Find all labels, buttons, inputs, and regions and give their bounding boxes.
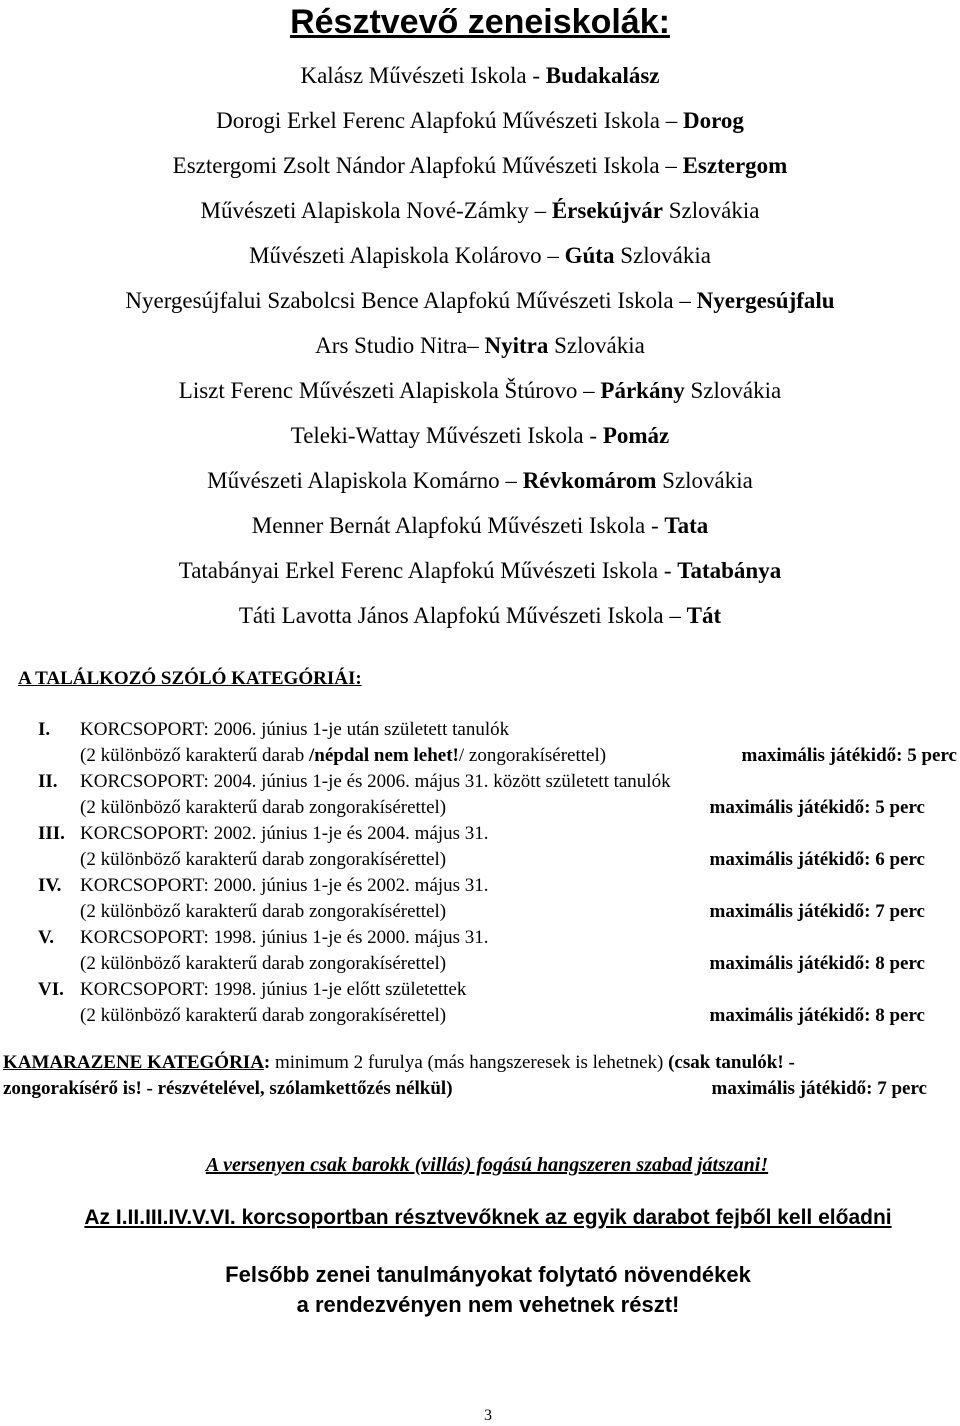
school-name: Liszt Ferenc Művészeti Alapiskola Štúrovo – xyxy=(178,378,601,403)
age-group-description: (2 különböző karakterű darab /népdal nem lehet!/ zongorakísérettel) xyxy=(80,745,607,766)
school-name: Dorogi Erkel Ferenc Alapfokú Művészeti Iskola – xyxy=(216,108,683,133)
age-group-list xyxy=(0,717,960,1029)
school-town: Gúta xyxy=(564,243,615,268)
school-town: Párkány xyxy=(600,378,685,403)
age-group-description: (2 különböző karakterű darab zongorakísérettel) xyxy=(80,797,447,818)
age-group-numeral: I. xyxy=(38,719,51,740)
school-country: Szlovákia xyxy=(614,243,711,268)
age-group-details xyxy=(0,1003,960,1029)
chamber-line-2 xyxy=(3,1076,933,1102)
chamber-category xyxy=(3,1050,933,1102)
notice-line-2: a rendezvényen nem vehetnek részt! xyxy=(296,1292,680,1317)
list-item xyxy=(0,458,960,503)
school-town: Dorog xyxy=(683,108,744,133)
age-group-header xyxy=(0,717,960,743)
age-group-time-limit: maximális játékidő: 7 perc xyxy=(709,901,925,922)
school-name: Teleki-Wattay Művészeti Iskola - xyxy=(290,423,603,448)
age-group-numeral: VI. xyxy=(38,979,64,1000)
age-group-time-limit: maximális játékidő: 8 perc xyxy=(709,1005,925,1026)
page-title: Résztvevő zeneiskolák: xyxy=(290,3,670,41)
age-group-time-limit: maximális játékidő: 6 perc xyxy=(709,849,925,870)
school-name: Művészeti Alapiskola Kolárovo – xyxy=(249,243,565,268)
age-group-header xyxy=(0,925,960,951)
list-item xyxy=(0,593,960,638)
age-group-header xyxy=(0,873,960,899)
age-group-header xyxy=(0,769,960,795)
school-town: Budakalász xyxy=(545,63,660,88)
list-item xyxy=(0,548,960,593)
notice-line-1: Felsőbb zenei tanulmányokat folytató növendékek xyxy=(225,1262,751,1287)
school-name: Kalász Művészeti Iskola - xyxy=(300,63,546,88)
list-item xyxy=(0,53,960,98)
page-number: 3 xyxy=(484,1407,492,1424)
chamber-time-limit: maximális játékidő: 7 perc xyxy=(711,1078,927,1099)
school-country: Szlovákia xyxy=(663,198,760,223)
school-town: Tata xyxy=(664,513,709,538)
age-group-time-limit: maximális játékidő: 8 perc xyxy=(709,953,925,974)
school-town: Tát xyxy=(686,603,722,628)
list-item xyxy=(0,278,960,323)
age-group-numeral: IV. xyxy=(38,875,62,896)
age-group-range: KORCSOPORT: 2004. június 1-je és 2006. május 31. között született tanulók xyxy=(80,771,671,792)
age-group-description: (2 különböző karakterű darab zongorakísérettel) xyxy=(80,953,447,974)
school-country: Szlovákia xyxy=(656,468,753,493)
age-group-numeral: II. xyxy=(38,771,58,792)
age-group-details xyxy=(0,743,960,769)
school-list xyxy=(0,53,960,638)
age-group-description: (2 különböző karakterű darab zongorakísérettel) xyxy=(80,1005,447,1026)
school-name: Művészeti Alapiskola Nové-Zámky – xyxy=(200,198,552,223)
age-group-range: KORCSOPORT: 2002. június 1-je és 2004. május 31. xyxy=(80,823,489,844)
chamber-label: KAMARAZENE KATEGÓRIA xyxy=(3,1052,264,1073)
age-group-details xyxy=(0,847,960,873)
school-town: Révkomárom xyxy=(522,468,657,493)
list-item xyxy=(0,368,960,413)
age-group-details xyxy=(0,795,960,821)
age-group-details xyxy=(0,899,960,925)
age-group-time-limit: maximális játékidő: 5 perc xyxy=(741,745,957,766)
list-item xyxy=(0,98,960,143)
age-group-description: (2 különböző karakterű darab zongorakísérettel) xyxy=(80,849,447,870)
school-name: Menner Bernát Alapfokú Művészeti Iskola - xyxy=(251,513,665,538)
school-country: Szlovákia xyxy=(548,333,645,358)
school-name: Tatabányai Erkel Ferenc Alapfokú Művészeti Iskola - xyxy=(178,558,678,583)
age-group-range: KORCSOPORT: 2000. június 1-je és 2002. május 31. xyxy=(80,875,489,896)
school-town: Esztergom xyxy=(682,153,788,178)
age-group-details xyxy=(0,951,960,977)
school-town: Pomáz xyxy=(602,423,670,448)
school-name: Ars Studio Nitra– xyxy=(315,333,485,358)
school-town: Nyergesújfalu xyxy=(696,288,835,313)
chamber-note: (csak tanulók! - xyxy=(668,1052,795,1073)
chamber-line-1: KAMARAZENE KATEGÓRIA: minimum 2 furulya (más hangszeresek is lehetnek) (csak tanulók! - xyxy=(3,1052,795,1073)
list-item xyxy=(0,413,960,458)
age-group-numeral: V. xyxy=(38,927,55,948)
school-name: Művészeti Alapiskola Komárno – xyxy=(207,468,523,493)
memory-note: Az I.II.III.IV.V.VI. korcsoportban résztvevőknek az egyik darabot fejből kell előadni xyxy=(84,1206,892,1229)
age-group-numeral: III. xyxy=(38,823,65,844)
age-group-header xyxy=(0,821,960,847)
chamber-note-cont: zongorakísérő is! - részvételével, szólamkettőzés nélkül) xyxy=(3,1078,453,1099)
list-item xyxy=(0,323,960,368)
school-name: Nyergesújfalui Szabolcsi Bence Alapfokú Művészeti Iskola – xyxy=(125,288,697,313)
list-item xyxy=(0,233,960,278)
eligibility-notice xyxy=(0,1260,960,1320)
list-item xyxy=(0,503,960,548)
age-group-description: (2 különböző karakterű darab zongorakísérettel) xyxy=(80,901,447,922)
age-group-header xyxy=(0,977,960,1003)
age-group-range: KORCSOPORT: 1998. június 1-je előtt születettek xyxy=(80,979,467,1000)
list-item xyxy=(0,188,960,233)
school-town: Nyitra xyxy=(484,333,549,358)
school-country: Szlovákia xyxy=(684,378,782,403)
list-item xyxy=(0,143,960,188)
age-group-range: KORCSOPORT: 1998. június 1-je és 2000. május 31. xyxy=(80,927,489,948)
age-group-time-limit: maximális játékidő: 5 perc xyxy=(709,797,925,818)
school-name: Táti Lavotta János Alapfokú Művészeti Iskola – xyxy=(238,603,687,628)
school-name: Esztergomi Zsolt Nándor Alapfokú Művészeti Iskola – xyxy=(172,153,683,178)
age-group-range: KORCSOPORT: 2006. június 1-je után született tanulók xyxy=(80,719,510,740)
categories-heading: A TALÁLKOZÓ SZÓLÓ KATEGÓRIÁI: xyxy=(18,668,362,689)
baroque-note: A versenyen csak barokk (villás) fogású hangszeren szabad játszani! xyxy=(205,1154,769,1176)
school-town: Tatabánya xyxy=(677,558,782,583)
school-town: Érsekújvár xyxy=(551,198,664,223)
chamber-text: minimum 2 furulya (más hangszeresek is lehetnek) xyxy=(270,1052,669,1073)
